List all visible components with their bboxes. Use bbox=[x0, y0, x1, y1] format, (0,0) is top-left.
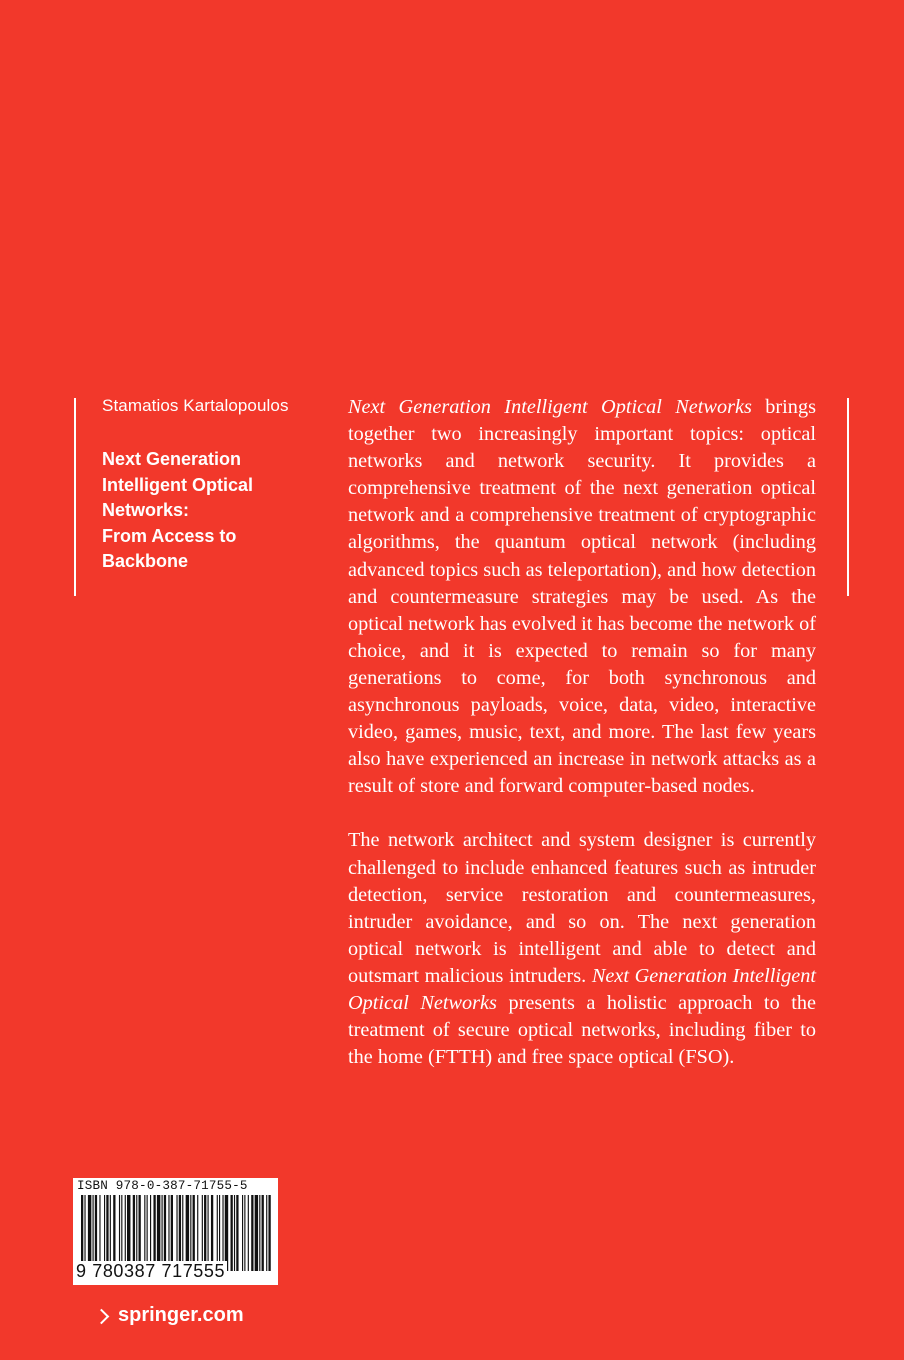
book-title bbox=[102, 447, 302, 575]
barcode-bars bbox=[81, 1195, 273, 1271]
barcode-bar bbox=[157, 1195, 160, 1271]
barcode-bar bbox=[204, 1195, 206, 1271]
paragraph-text: presents a holistic approach to the treatment of secure optical networks, including fiber to the home (FTTH) and free space optical (FSO). bbox=[348, 991, 816, 1069]
barcode-bar bbox=[84, 1195, 85, 1271]
title-line: Backbone bbox=[102, 551, 189, 571]
barcode-bar bbox=[136, 1195, 137, 1271]
barcode-bar bbox=[150, 1195, 151, 1271]
barcode-bar bbox=[248, 1195, 249, 1271]
barcode-bar bbox=[179, 1195, 181, 1271]
barcode-digits: 9 780387 717555 bbox=[76, 1261, 226, 1281]
barcode-bar bbox=[147, 1195, 148, 1271]
barcode-bar bbox=[127, 1195, 130, 1271]
barcode-bar bbox=[153, 1195, 155, 1271]
barcode-bar bbox=[255, 1195, 258, 1271]
barcode-bar bbox=[251, 1195, 253, 1271]
barcode-bar bbox=[222, 1195, 223, 1271]
barcode-bar bbox=[110, 1195, 111, 1271]
barcode-bar bbox=[268, 1195, 270, 1271]
barcode-bar bbox=[144, 1195, 145, 1271]
barcode-bar bbox=[139, 1195, 141, 1271]
title-line: Intelligent Optical bbox=[102, 474, 254, 495]
barcode-bar bbox=[236, 1195, 238, 1271]
barcode-bar bbox=[171, 1195, 173, 1271]
barcode-bar bbox=[262, 1195, 264, 1271]
barcode-bar bbox=[93, 1195, 94, 1271]
isbn-label: ISBN 978-0-387-71755-5 bbox=[77, 1179, 248, 1193]
barcode-bar bbox=[125, 1195, 126, 1271]
barcode-bar bbox=[208, 1195, 209, 1271]
author-name: Stamatios Kartalopoulos bbox=[102, 396, 289, 415]
barcode-bar bbox=[168, 1195, 169, 1271]
barcode-bar bbox=[211, 1195, 213, 1271]
book-title-italic: Next Generation Intelligent Optical Networks bbox=[348, 396, 752, 418]
barcode-bar bbox=[244, 1195, 245, 1271]
barcode-bar bbox=[162, 1195, 163, 1271]
left-divider bbox=[74, 398, 76, 596]
barcode-bar bbox=[231, 1195, 233, 1271]
isbn-barcode bbox=[73, 1178, 278, 1285]
paragraph-text: The network architect and system designer is currently challenged to include enhanced features such as intruder detection, service restoration and countermeasures, intruder avoidance, and so on. The next generation optical network is intelligent and able to detect and outsmart malicious intruders. bbox=[348, 829, 816, 987]
barcode-bar bbox=[242, 1195, 243, 1271]
barcode-bar bbox=[99, 1195, 100, 1271]
title-line: Networks: bbox=[102, 500, 190, 520]
barcode-bar bbox=[104, 1195, 105, 1271]
barcode-bar bbox=[119, 1195, 120, 1271]
title-line: Next Generation bbox=[102, 449, 242, 469]
barcode-bar bbox=[193, 1195, 195, 1271]
chevron-right-icon bbox=[94, 1308, 110, 1324]
title-line: From Access to bbox=[102, 525, 237, 546]
barcode-bar bbox=[266, 1195, 267, 1271]
publisher-url: springer.com bbox=[118, 1304, 244, 1326]
barcode-bar bbox=[234, 1195, 235, 1271]
book-description bbox=[348, 394, 816, 1071]
barcode-bar bbox=[259, 1195, 260, 1271]
barcode-bar bbox=[190, 1195, 191, 1271]
barcode-bar bbox=[197, 1195, 198, 1271]
barcode-bar bbox=[164, 1195, 166, 1271]
barcode-bar bbox=[113, 1195, 115, 1271]
barcode-bar bbox=[133, 1195, 135, 1271]
barcode-bar bbox=[225, 1195, 228, 1271]
barcode-bar bbox=[186, 1195, 189, 1271]
book-title-italic: Next Generation Intelligent Optical Networks bbox=[348, 964, 816, 1014]
barcode-bar bbox=[217, 1195, 218, 1271]
right-divider bbox=[847, 398, 849, 596]
barcode-bar bbox=[219, 1195, 220, 1271]
description-paragraph-2 bbox=[348, 827, 816, 1071]
barcode-bar bbox=[106, 1195, 108, 1271]
barcode-bar bbox=[202, 1195, 203, 1271]
barcode-bar bbox=[176, 1195, 177, 1271]
publisher-link[interactable] bbox=[96, 1304, 244, 1327]
barcode-bar bbox=[81, 1195, 83, 1271]
barcode-bar bbox=[121, 1195, 122, 1271]
barcode-bar bbox=[88, 1195, 91, 1271]
barcode-bar bbox=[182, 1195, 183, 1271]
paragraph-text: brings together two increasingly important topics: optical networks and network security. It provides a comprehensive treatment of the next generation optical network and a comprehensive treatment of cryptographic algorithms, the quantum optical network (including advanced topics such as teleportation), and how detection and countermeasure strategies may be used. As the optical network has evolved it has become the network of choice, and it is expected to remain so for many generations to come, for both synchronous and asynchronous payloads, voice, data, video, interactive video, games, music, text, and more. The last few years also have experienced an increase in network attacks as a result of store and forward computer-based nodes. bbox=[348, 396, 817, 798]
barcode-bar bbox=[95, 1195, 97, 1271]
description-paragraph-1 bbox=[348, 394, 816, 800]
